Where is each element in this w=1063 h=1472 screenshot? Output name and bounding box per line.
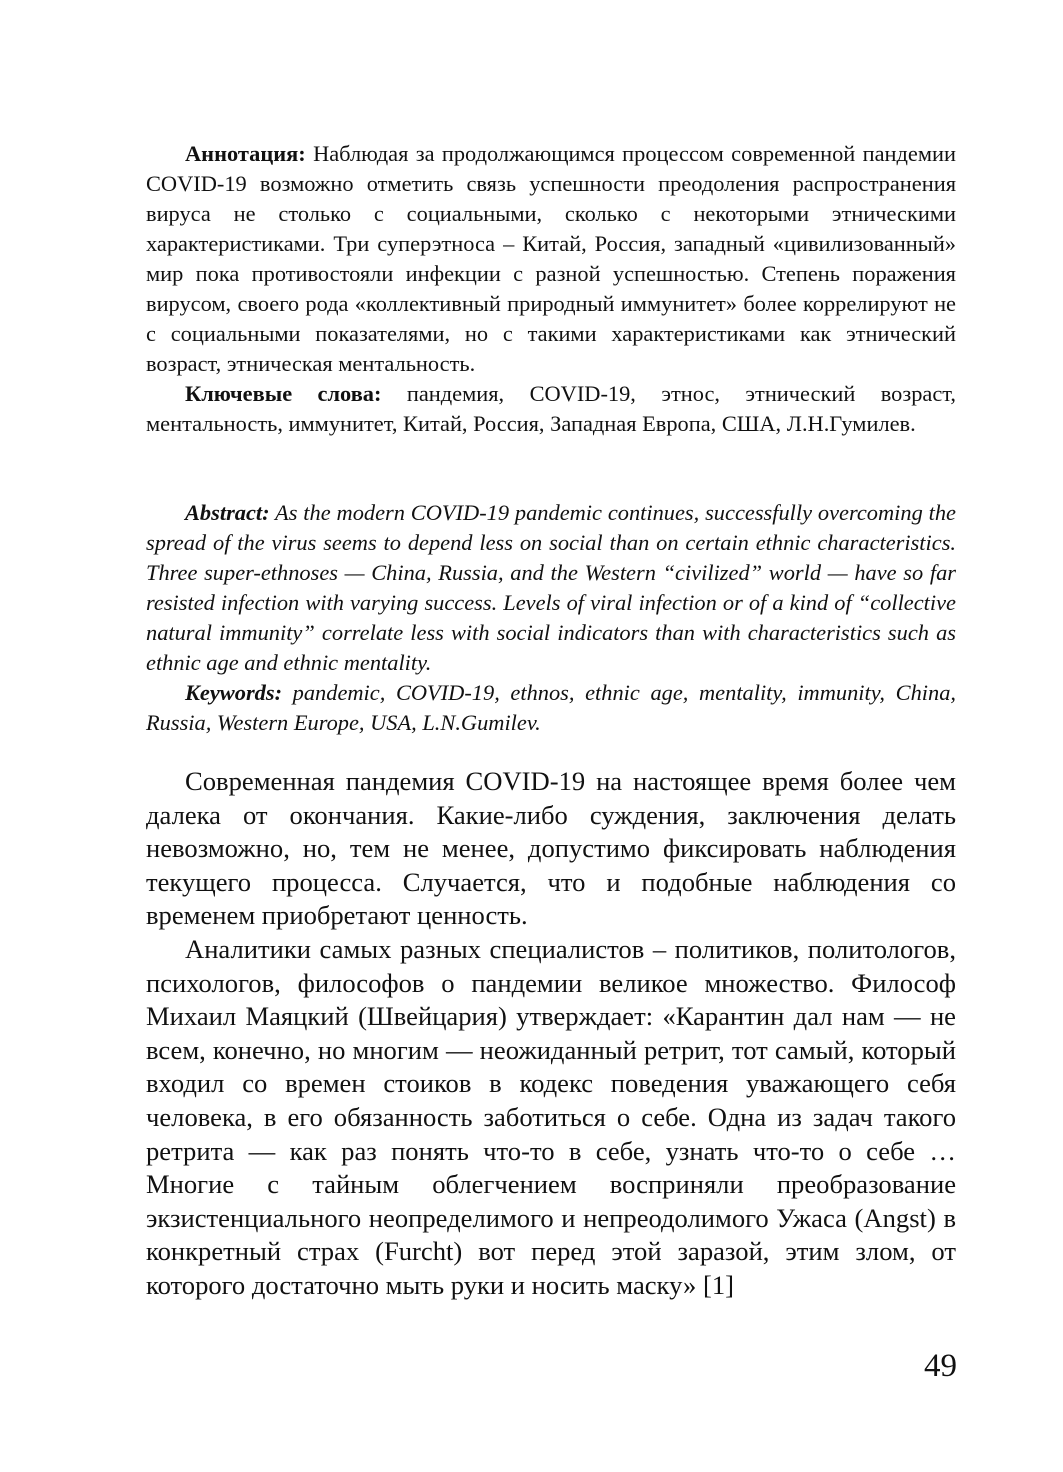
annotation-text: Наблюдая за продолжающимся процессом современной пандемии COVID-19 возможно отметить связь успешности преодоления распространения вируса не столько с социальными, сколько с некоторыми этническими характеристиками. Три суперэтноса – Китай, Россия, западный «цивилизованный» мир пока противостояли инфекции с разной успешностью. Степень поражения вирусом, своего рода «коллективный природный иммунитет» более коррелируют не с социальными показателями, но с такими характеристиками как этнический возраст, этническая ментальность. [146,141,956,376]
annotation-label: Аннотация: [185,141,306,166]
keywords-ru-label: Ключевые слова: [185,381,382,406]
abstract-paragraph [146,498,956,678]
page-number: 49 [924,1348,957,1384]
keywords-en-label: Keywords: [185,680,283,705]
annotation-section [146,139,956,439]
keywords-en-paragraph [146,678,956,738]
keywords-en-text: pandemic, COVID-19, ethnos, ethnic age, mentality, immunity, China, Russia, Western Europe, USA, L.N.Gumilev. [146,680,956,735]
body-paragraph-1: Современная пандемия COVID-19 на настоящее время более чем далека от окончания. Какие-либо суждения, заключения делать невозможно, но, тем не менее, допустимо фиксировать наблюдения текущего процесса. Случается, что и подобные наблюдения со временем приобретают ценность. [146,766,956,931]
body-paragraph-2: Аналитики самых разных специалистов – политиков, политологов, психологов, философов о пандемии великое множество. Философ Михаил Маяцкий (Швейцария) утверждает: «Карантин дал нам — не всем, конечно, но многим — неожиданный ретрит, тот самый, который входил со времен стоиков в кодекс поведения уважающего себя человека, в его обязанность заботиться о себе. Одна из задач такого ретрита — как раз понять что-то в себе, узнать что-то о себе … Многие с тайным облегчением восприняли преобразование экзистенциального неопределимого и непреодолимого Ужаса (Angst) в конкретный страх (Furcht) вот перед этой заразой, этим злом, от которого достаточно мыть руки и носить маску» [1] [146,933,956,1300]
keywords-ru-text: пандемия, COVID-19, этнос, этнический возраст, ментальность, иммунитет, Китай, Россия, Западная Европа, США, Л.Н.Гумилев. [146,381,956,436]
body-section [146,765,956,1303]
abstract-text: As the modern COVID-19 pandemic continues, successfully overcoming the spread of the virus seems to depend less on social than on certain ethnic characteristics. Three super-ethnoses — China, Russia, and the Western “civilized” world — have so far resisted infection with varying success. Levels of viral infection or of a kind of “collective natural immunity” correlate less with social indicators than with characteristics such as ethnic age and ethnic mentality. [146,500,956,675]
abstract-section [146,498,956,738]
annotation-paragraph [146,139,956,379]
keywords-ru-paragraph [146,379,956,439]
abstract-label: Abstract: [185,500,270,525]
